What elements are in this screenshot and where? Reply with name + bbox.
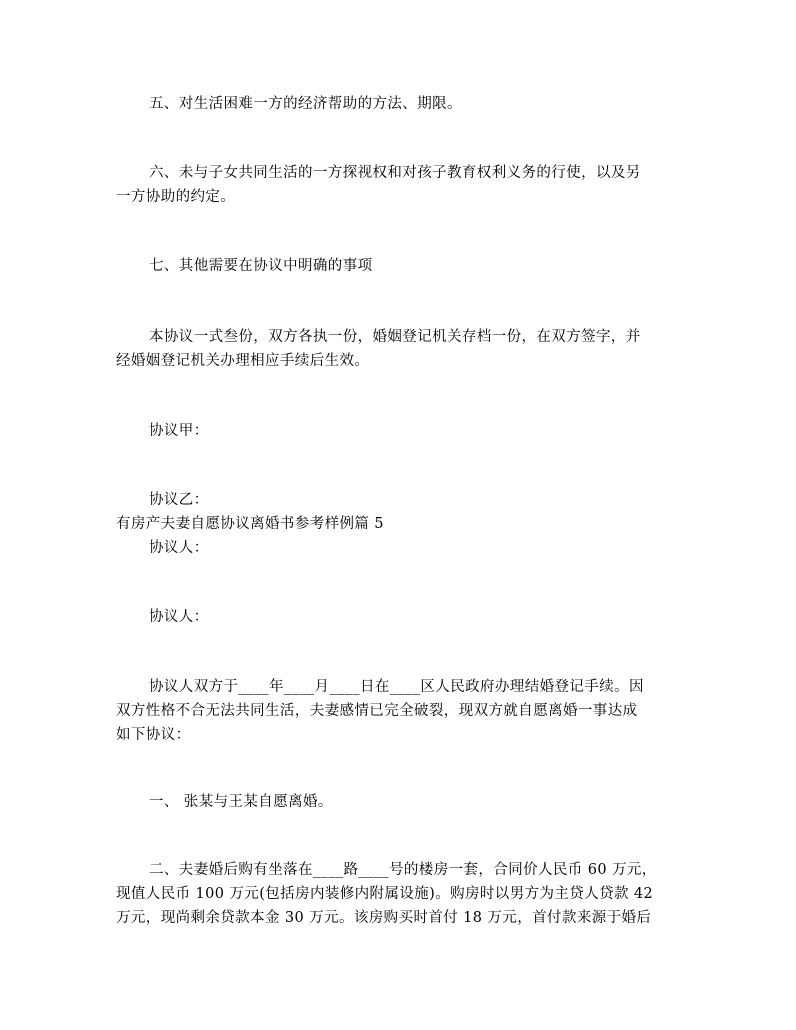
text-line: 现值人民币 100 万元(包括房内装修内附属设施)。购房时以男方为主贷人贷款 42 bbox=[116, 886, 654, 902]
text-line: 协议人： bbox=[149, 609, 209, 625]
clause-one bbox=[116, 790, 676, 814]
signature-party-a bbox=[116, 419, 676, 443]
signature-party-b bbox=[116, 488, 676, 512]
text-line: 五、对生活困难一方的经济帮助的方法、期限。 bbox=[149, 96, 462, 112]
paragraph-section-five bbox=[116, 92, 676, 116]
text-line: 经婚姻登记机关办理相应手续后生效。 bbox=[116, 353, 370, 369]
section-title: 有房产夫妻自愿协议离婚书参考样例篇 5 bbox=[116, 516, 384, 532]
paragraph-marriage-registration bbox=[116, 675, 676, 747]
text-line: 协议甲： bbox=[149, 423, 209, 439]
clause-two bbox=[116, 858, 676, 930]
text-line: 一、 张某与王某自愿离婚。 bbox=[149, 794, 333, 810]
paragraph-section-seven bbox=[116, 254, 676, 278]
paragraph-section-six bbox=[116, 161, 676, 209]
paragraph-copies-clause bbox=[116, 325, 676, 373]
text-line: 如下协议： bbox=[116, 727, 191, 743]
text-line: 协议人双方于____年____月____日在____区人民政府办理结婚登记手续。因 bbox=[149, 679, 644, 695]
text-line: 协议人： bbox=[149, 540, 209, 556]
text-line: 一方协助的约定。 bbox=[116, 189, 236, 205]
text-line: 万元，现尚剩余贷款本金 30 万元。该房购买时首付 18 万元，首付款来源于婚后 bbox=[116, 910, 652, 926]
text-line: 七、其他需要在协议中明确的事项 bbox=[149, 258, 373, 274]
text-line: 六、未与子女共同生活的一方探视权和对孩子教育权利义务的行使，以及另 bbox=[149, 165, 641, 181]
party-line-2 bbox=[116, 605, 676, 629]
text-line: 本协议一式叁份，双方各执一份，婚姻登记机关存档一份，在双方签字，并 bbox=[149, 329, 641, 345]
text-line: 协议乙： bbox=[149, 492, 209, 508]
section-heading bbox=[116, 512, 676, 536]
text-line: 二、夫妻婚后购有坐落在____路____号的楼房一套，合同价人民币 60 万元， bbox=[149, 862, 657, 878]
party-line-1 bbox=[116, 536, 676, 560]
text-line: 双方性格不合无法共同生活，夫妻感情已完全破裂，现双方就自愿离婚一事达成 bbox=[116, 703, 638, 719]
